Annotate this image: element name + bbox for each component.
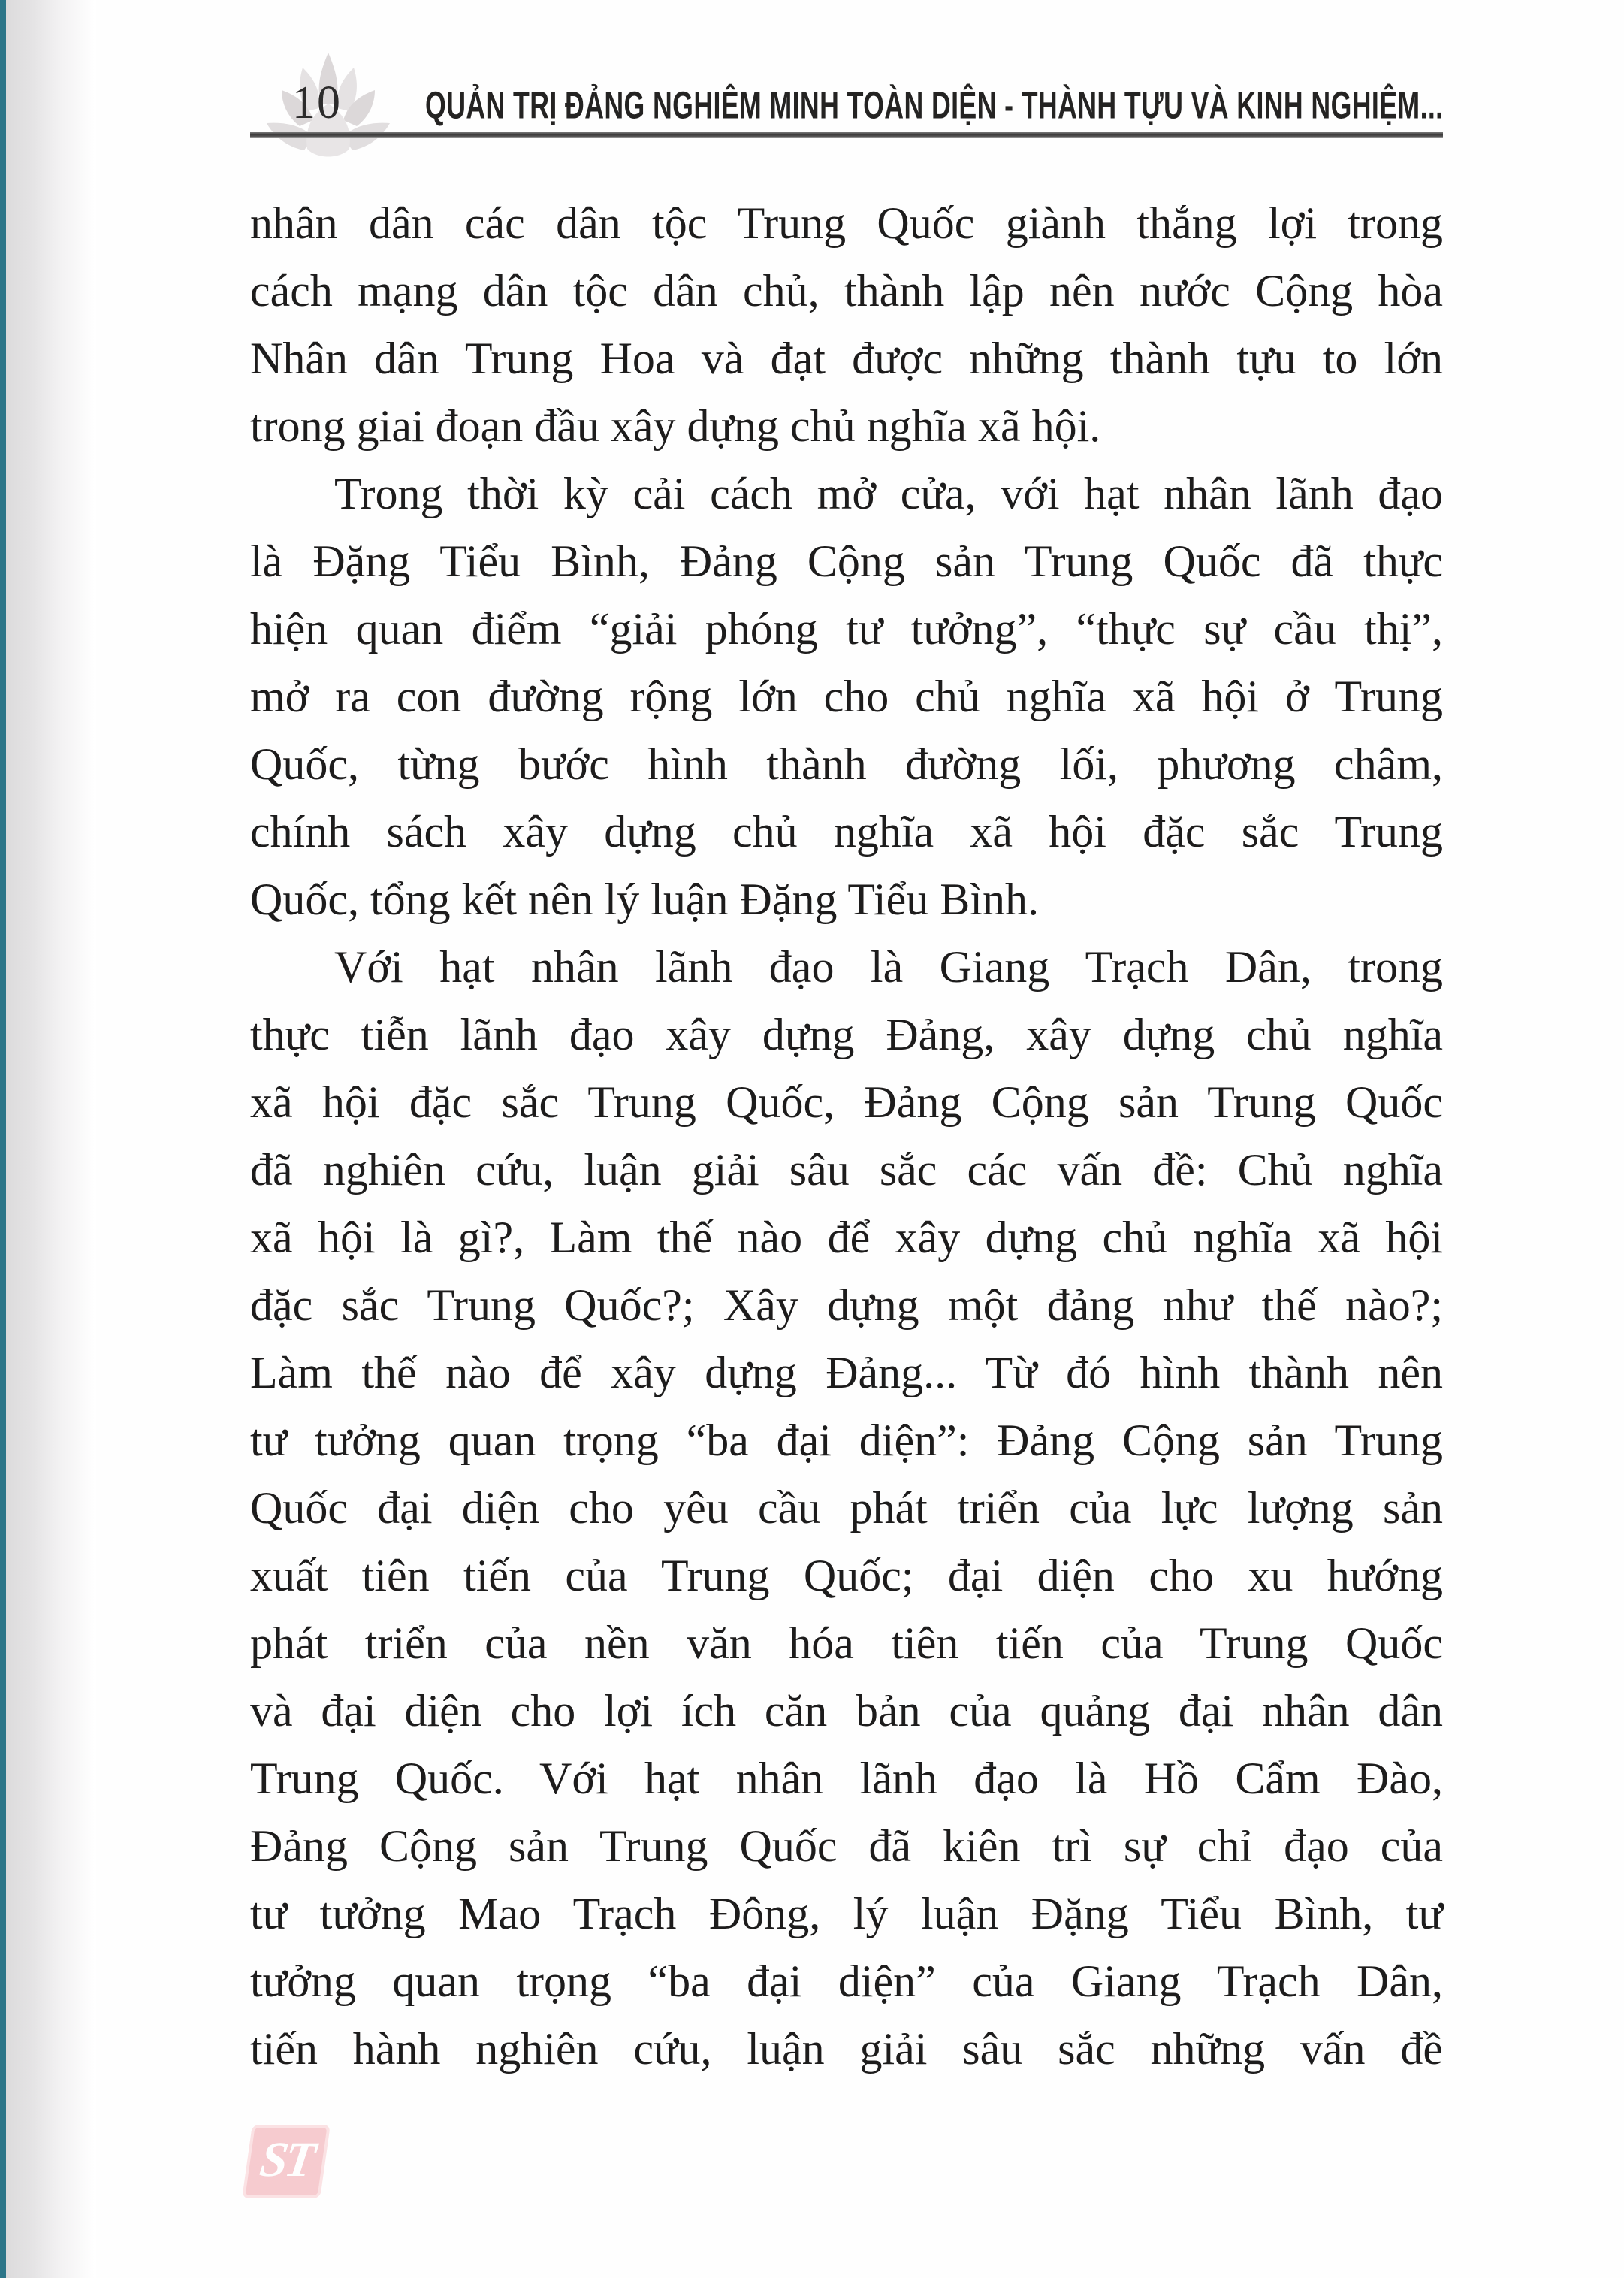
text-line: chính sách xây dựng chủ nghĩa xã hội đặc sắc Trung [250,807,1443,857]
text-line: đã nghiên cứu, luận giải sâu sắc các vấn đề: Chủ nghĩa [250,1145,1443,1195]
text-line: trong giai đoạn đầu xây dựng chủ nghĩa xã hội. [250,401,1101,451]
text-line: Quốc đại diện cho yêu cầu phát triển của lực lượng sản [250,1483,1443,1533]
text-line: tiến hành nghiên cứu, luận giải sâu sắc những vấn đề [250,2024,1443,2074]
page-edge-teal-strip [0,0,6,2278]
text-line: Quốc, tổng kết nên lý luận Đặng Tiểu Bình. [250,875,1039,924]
text-line: tư tưởng Mao Trạch Đông, lý luận Đặng Tiểu Bình, tư [250,1889,1443,1938]
text-line: Trong thời kỳ cải cách mở cửa, với hạt nhân lãnh đạo [334,469,1443,518]
text-line: Trung Quốc. Với hạt nhân lãnh đạo là Hồ Cẩm Đào, [250,1754,1443,1803]
text-line: xã hội là gì?, Làm thế nào để xây dựng chủ nghĩa xã hội [250,1213,1443,1262]
text-line: hiện quan điểm “giải phóng tư tưởng”, “thực sự cầu thị”, [250,604,1443,654]
text-line: Làm thế nào để xây dựng Đảng... Từ đó hình thành nên [250,1348,1443,1397]
page-header [250,45,1443,135]
text-line: tư tưởng quan trọng “ba đại diện”: Đảng Cộng sản Trung [250,1415,1443,1465]
text-line: xuất tiên tiến của Trung Quốc; đại diện cho xu hướng [250,1551,1443,1600]
text-line: Với hạt nhân lãnh đạo là Giang Trạch Dân, trong [334,942,1443,992]
text-line: Đảng Cộng sản Trung Quốc đã kiên trì sự chỉ đạo của [250,1821,1443,1871]
text-line: phát triển của nền văn hóa tiên tiến của Trung Quốc [250,1618,1443,1668]
text-line: Quốc, từng bước hình thành đường lối, phương châm, [250,739,1443,789]
text-line: xã hội đặc sắc Trung Quốc, Đảng Cộng sản Trung Quốc [250,1077,1443,1127]
page-number: 10 [292,77,342,128]
text-line: là Đặng Tiểu Bình, Đảng Cộng sản Trung Quốc đã thực [250,536,1443,586]
text-line: mở ra con đường rộng lớn cho chủ nghĩa xã hội ở Trung [250,672,1443,721]
text-line: cách mạng dân tộc dân chủ, thành lập nên nước Cộng hòa [250,266,1443,316]
page-edge-shadow [6,0,96,2278]
text-line: và đại diện cho lợi ích căn bản của quảng đại nhân dân [250,1686,1443,1736]
text-line: đặc sắc Trung Quốc?; Xây dựng một đảng như thế nào?; [250,1280,1443,1330]
header-rule [250,132,1443,138]
text-line: nhân dân các dân tộc Trung Quốc giành thắng lợi trong [250,198,1443,248]
publisher-logo-text: ST [256,2132,316,2187]
text-line: thực tiễn lãnh đạo xây dựng Đảng, xây dựng chủ nghĩa [250,1010,1443,1059]
running-head: QUẢN TRỊ ĐẢNG NGHIÊM MINH TOÀN DIỆN - THÀNH TỰU VÀ KINH NGHIỆM... [424,83,1443,127]
publisher-logo [246,2128,328,2195]
text-line: tưởng quan trọng “ba đại diện” của Giang Trạch Dân, [250,1956,1443,2006]
text-line: Nhân dân Trung Hoa và đạt được những thành tựu to lớn [250,334,1443,383]
body-text [250,189,1443,2083]
